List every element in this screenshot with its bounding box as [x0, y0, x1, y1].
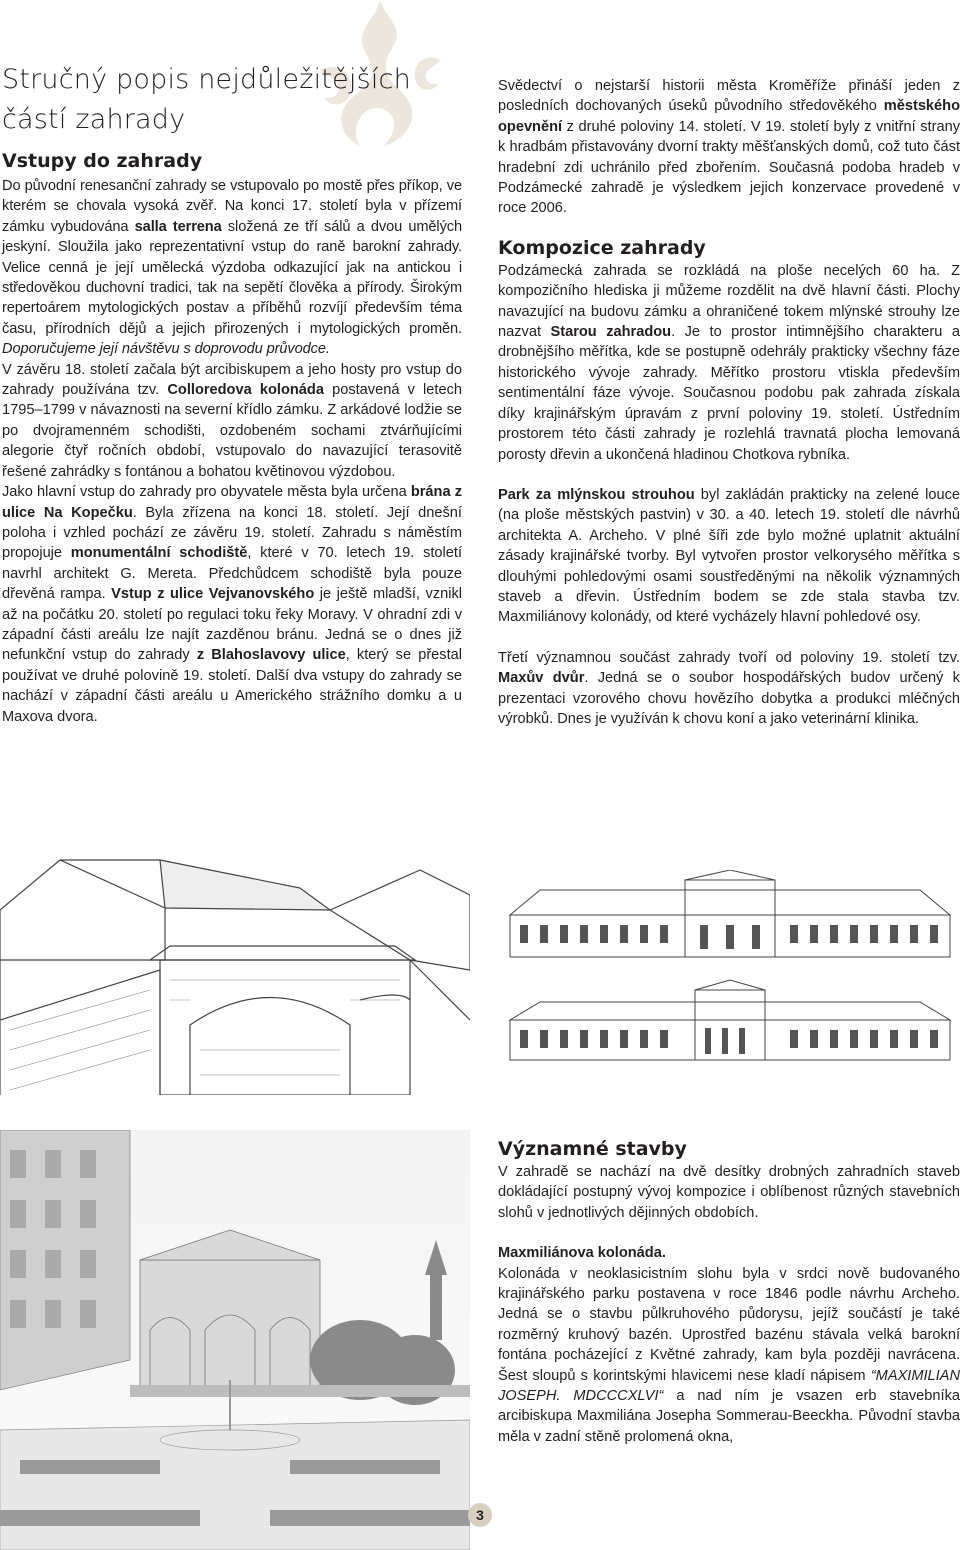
paragraph: Třetí významnou součást zahrady tvoří od poloviny 19. století tzv. Maxův dvůr. Jedná se o soubor hospodářských budov určený k prezentaci vzorového chovu hovězího dobytka a produkci mléčných výrobků. Dnes je využíván k chovu koní a jako veterinární klinika. [498, 649, 960, 727]
paragraph: V zahradě se nachází na dvě desítky drobných zahradních staveb dokládající postupný vývoj kompozice i oblíbenost různých stavebních slohů v jednotlivých dějinných obdobích. [498, 1164, 960, 1221]
section-heading-composition: Kompozice zahrady [498, 236, 706, 259]
left-column [2, 150, 462, 727]
paragraph: Kolonáda v neoklasicistním slohu byla v srdci nově budovaného krajinářského parku postavena v roce 1846 podle návrhu Archeho. Jedná se o stavbu půlkruhového půdorysu, jejíž součástí je také rozměrný kruhový bazén. Uprostřed bazénu stávala velká barokní fontána pocházející z Květné zahrady, kam byla později navrácena. Šest sloupů s korintskými hlavicemi nese kladí nápisem “MAXIMILIAN JOSEPH. MDCCCXLVI“ a nad ním je vsazen erb stavebníka arcibiskupa Maxmiliána Josepha Sommerau-Beeckha. Původní stavba měla v zadní stěně prolomená okna, [498, 1265, 960, 1445]
bottom-right-column [498, 1138, 960, 1447]
page-number: 3 [468, 1503, 492, 1527]
paragraph: Svědectví o nejstarší historii města Kroměříže přináší jeden z posledních dochovaných úseků původního středověkého městského opevnění z druhé poloviny 14. století. V 19. století byly z vnitřní strany k hradbám přistavovány dvorní trakty měšťanských domů, což tuto část hradební zdi uchránilo před zbořením. Současná podoba hradeb v Podzámecké zahradě je výsledkem jejich konzervace provedené v roce 2006. [498, 78, 960, 217]
paragraph: Park za mlýnskou strouhou byl zakládán prakticky na zelené louce (na ploše městských pastvin) v 30. a 40. letech 19. století dle návrhů architekta A. Archeho. V plné šíři zde bylo možné uplatnit aktuální zásady krajinářské tvorby. Byl vytvořen prostor velkorysého měřítka s dlouhými pohledovými osami soustředěnými na několik významných staveb a dřevin. Ústředním bodem se zde stala stavba tzv. Maxmiliánovy kolonády, od které vycházely hlavní pohledové osy. [498, 486, 960, 626]
subheading: Maxmiliánova kolonáda. [498, 1245, 666, 1262]
palace-garden-painting [0, 1130, 470, 1550]
section-heading-buildings: Významné stavby [498, 1138, 687, 1160]
farm-buildings-elevation [500, 870, 960, 1090]
page-title: Stručný popis nejdůležitějších částí zahrady [2, 64, 411, 135]
right-column [498, 76, 960, 729]
paragraph: Do původní renesanční zahrady se vstupovalo po mostě přes příkop, ve kterém se chovala vysoká zvěř. Na konci 17. století byla v přízemí zámku vybudována salla terrena složená ze tří sálů a dvou umělých jeskyní. Sloužila jako reprezentativní vstup do raně barokní zahrady. Velice cenná je její umělecká výzdoba odkazující jak na antickou i středověkou duchovní tradici, tak na sepětí člověka a přírody. Širokým repertoárem mytologických postav a příběhů rozvíjí především téma času, přírodních dějů a jejich přirozených i mytologických proměn. Doporučujeme její návštěvu s doprovodu průvodce. [2, 178, 462, 358]
gate-sketch-illustration [0, 850, 470, 1095]
paragraph: Podzámecká zahrada se rozkládá na ploše necelých 60 ha. Z kompozičního hlediska ji můžeme rozdělit na dvě hlavní části. Plochy navazující na budovu zámku a ohraničené tokem mlýnské strouhy lze nazvat Starou zahradou. Je to prostor intimnějšího charakteru a drobnějšího měřítka, kde se postupně odehrály prakticky všechny fáze historického vývoje zahrady. Měřítko prostoru vtiskla především sentimentální fáze vývoje. Současnou podobu pak zahrada získala díky krajinářským úpravám z první poloviny 19. století. Ústředním prostorem této části zahrady je rozlehlá travnatá plocha lemovaná porosty dřevin a ukončená hladinou Chotkova rybníka. [498, 262, 960, 463]
paragraph: V závěru 18. století začala být arcibiskupem a jeho hosty pro vstup do zahrady používána tzv. Colloredova kolonáda postavená v letech 1795–1799 v návaznosti na severní křídlo zámku. Z arkádové lodžie se po dvojramenném schodišti, ozdobeném sochami ztvárňujícími alegorie čtyř ročních období, vstupovalo do navazující terasovitě řešené zahrádky s fontánou a bohatou květinovou výzdobou. [2, 361, 463, 480]
paragraph: Jako hlavní vstup do zahrady pro obyvatele města byla určena brána z ulice Na Kopečku. Byla zřízena na konci 18. století. Její dnešní poloha i vzhled pochází ze závěru 19. století. Zahradu s náměstím propojuje monumentální schodiště, které v 70. letech 19. století navrhl architekt G. Mereta. Předchůdcem schodiště byla pouze dřevěná rampa. Vstup z ulice Vejvanovského je ještě mladší, vznikl až na počátku 20. století po regulaci toku řeky Moravy. V ohradní zdi v západní části areálu lze najít zazděnou bránu. Jedná se o dnes již nefunkční vstup do zahrady z Blahoslavovy ulice, který se přestal používat ve druhé polovině 19. století. Další dva vstupy do zahrady se nachází v západní části areálu u Amerického strážního domku a u Maxova dvora. [2, 484, 463, 725]
section-heading-entrances: Vstupy do zahrady [2, 150, 203, 172]
